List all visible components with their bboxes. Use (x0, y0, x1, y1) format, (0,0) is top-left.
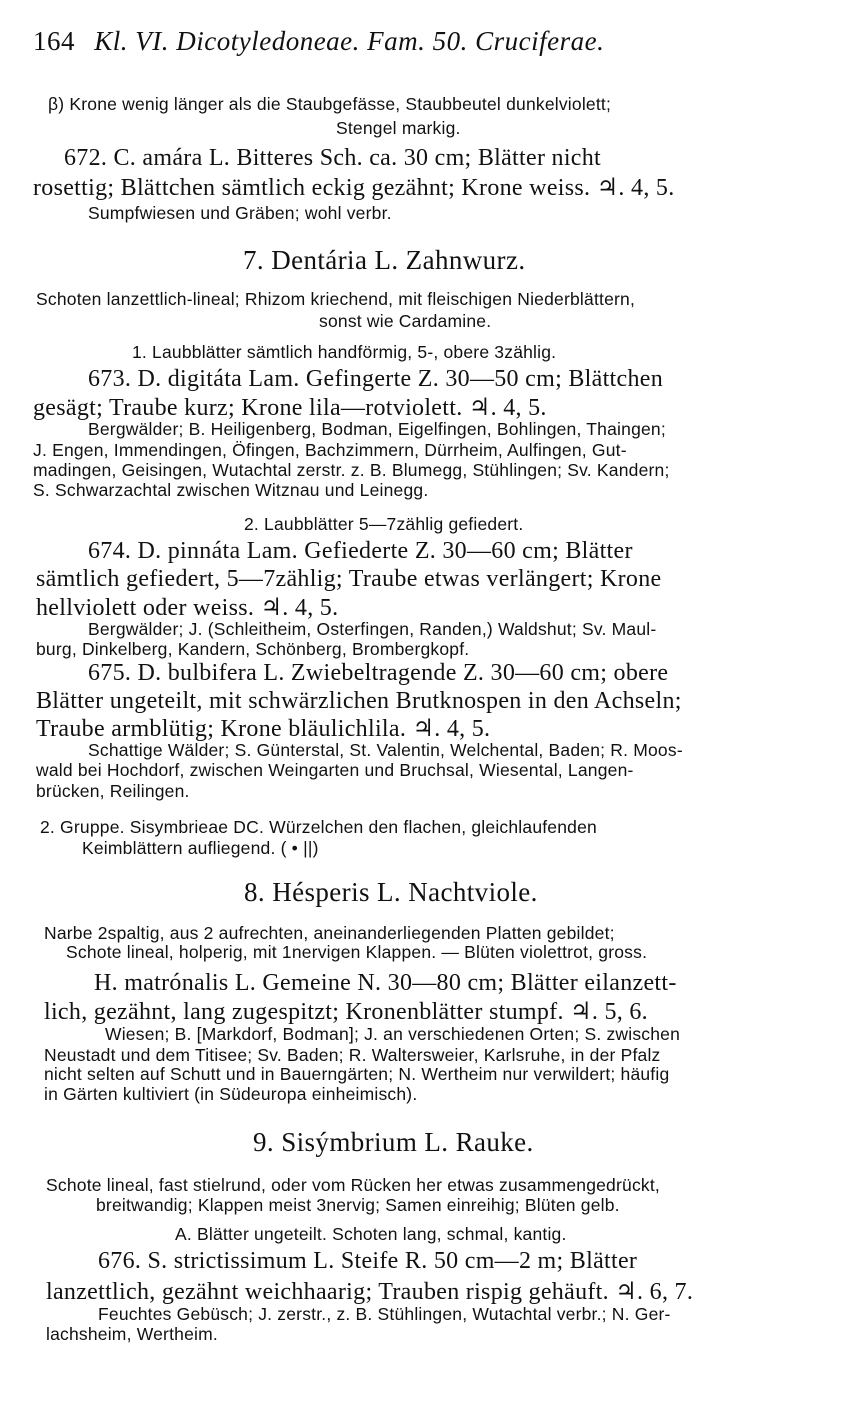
species-676-locations-2: lachsheim, Wertheim. (46, 1324, 218, 1344)
species-673-locations-3: madingen, Geisingen, Wutachtal zerstr. z. B. Blumegg, Stühlingen; Sv. Kandern; (33, 460, 670, 480)
page-header (33, 26, 604, 57)
variety-beta-line-2: Stengel markig. (336, 118, 461, 138)
species-676-locations-1: Feuchtes Gebüsch; J. zerstr., z. B. Stühlingen, Wutachtal verbr.; N. Ger- (98, 1304, 671, 1324)
species-673-line-2: gesägt; Traube kurz; Krone lila—rotviolett. ♃. 4, 5. (33, 395, 547, 421)
species-matronalis-line-1: H. matrónalis L. Gemeine N. 30—80 cm; Blätter eilanzett- (94, 970, 677, 996)
genus-dentaria-description-2: sonst wie Cardamine. (319, 311, 492, 331)
species-673-locations-1: Bergwälder; B. Heiligenberg, Bodman, Eigelfingen, Bohlingen, Thaingen; (88, 419, 666, 439)
key-item-1: 1. Laubblätter sämtlich handförmig, 5-, obere 3zählig. (132, 342, 557, 362)
species-673-locations-4: S. Schwarzachtal zwischen Witznau und Leinegg. (33, 480, 429, 500)
species-matronalis-locations-3: nicht selten auf Schutt und in Bauerngärten; N. Wertheim nur verwildert; häufig (44, 1064, 670, 1084)
species-673-locations-2: J. Engen, Immendingen, Öfingen, Bachzimmern, Dürrheim, Aulfingen, Gut- (33, 440, 627, 460)
group-heading-line-2: Keimblättern aufliegend. ( • ||) (82, 838, 319, 858)
variety-beta-line-1: β) Krone wenig länger als die Staubgefässe, Staubbeutel dunkelviolett; (48, 94, 612, 114)
species-674-line-3: hellviolett oder weiss. ♃. 4, 5. (36, 595, 339, 621)
genus-heading-sisymbrium: 9. Sisýmbrium L. Rauke. (253, 1127, 534, 1157)
genus-dentaria-description-1: Schoten lanzettlich-lineal; Rhizom kriechend, mit fleischigen Niederblättern, (36, 289, 636, 309)
running-title: Kl. VI. Dicotyledoneae. Fam. 50. Cruciferae. (94, 26, 605, 56)
species-matronalis-locations-2: Neustadt und dem Titisee; Sv. Baden; R. Waltersweier, Karlsruhe, in der Pfalz (44, 1045, 661, 1065)
species-676-line-2: lanzettlich, gezähnt weichhaarig; Trauben rispig gehäuft. ♃. 6, 7. (46, 1279, 694, 1305)
species-673-line-1: 673. D. digitáta Lam. Gefingerte Z. 30—50 cm; Blättchen (88, 366, 664, 392)
species-672-line-2: rosettig; Blättchen sämtlich eckig gezähnt; Krone weiss. ♃. 4, 5. (33, 175, 675, 201)
species-674-line-1: 674. D. pinnáta Lam. Gefiederte Z. 30—60 cm; Blätter (88, 538, 633, 564)
genus-hesperis-description-2: Schote lineal, holperig, mit 1nervigen Klappen. — Blüten violettrot, gross. (66, 942, 648, 962)
genus-heading-hesperis: 8. Hésperis L. Nachtviole. (244, 877, 538, 907)
key-item-2: 2. Laubblätter 5—7zählig gefiedert. (244, 514, 524, 534)
species-675-line-2: Blätter ungeteilt, mit schwärzlichen Brutknospen in den Achseln; (36, 688, 682, 714)
species-672-line-1: 672. C. amára L. Bitteres Sch. ca. 30 cm; Blätter nicht (64, 145, 602, 171)
key-item-a: A. Blätter ungeteilt. Schoten lang, schmal, kantig. (175, 1224, 567, 1244)
species-674-locations-1: Bergwälder; J. (Schleitheim, Osterfingen, Randen,) Waldshut; Sv. Maul- (88, 619, 657, 639)
species-matronalis-locations-1: Wiesen; B. [Markdorf, Bodman]; J. an verschiedenen Orten; S. zwischen (105, 1024, 681, 1044)
species-675-locations-2: wald bei Hochdorf, zwischen Weingarten und Bruchsal, Wiesental, Langen- (36, 760, 634, 780)
species-675-locations-1: Schattige Wälder; S. Günterstal, St. Valentin, Welchental, Baden; R. Moos- (88, 740, 683, 760)
genus-hesperis-description-1: Narbe 2spaltig, aus 2 aufrechten, aneinanderliegenden Platten gebildet; (44, 923, 615, 943)
page-number: 164 (33, 26, 75, 56)
species-matronalis-locations-4: in Gärten kultiviert (in Südeuropa einheimisch). (44, 1084, 418, 1104)
species-675-locations-3: brücken, Reilingen. (36, 781, 190, 801)
species-675-line-3: Traube armblütig; Krone bläulichlila. ♃. 4, 5. (36, 716, 491, 742)
species-672-locations: Sumpfwiesen und Gräben; wohl verbr. (88, 203, 392, 223)
group-heading-line-1: 2. Gruppe. Sisymbrieae DC. Würzelchen den flachen, gleichlaufenden (40, 817, 597, 837)
species-676-line-1: 676. S. strictissimum L. Steife R. 50 cm—2 m; Blätter (98, 1248, 638, 1274)
species-675-line-1: 675. D. bulbifera L. Zwiebeltragende Z. 30—60 cm; obere (88, 660, 669, 686)
species-674-line-2: sämtlich gefiedert, 5—7zählig; Traube etwas verlängert; Krone (36, 566, 662, 592)
genus-sisymbrium-description-2: breitwandig; Klappen meist 3nervig; Samen einreihig; Blüten gelb. (96, 1195, 620, 1215)
genus-heading-dentaria: 7. Dentária L. Zahnwurz. (243, 245, 526, 275)
species-matronalis-line-2: lich, gezähnt, lang zugespitzt; Kronenblätter stumpf. ♃. 5, 6. (44, 999, 648, 1025)
genus-sisymbrium-description-1: Schote lineal, fast stielrund, oder vom Rücken her etwas zusammengedrückt, (46, 1175, 660, 1195)
species-674-locations-2: burg, Dinkelberg, Kandern, Schönberg, Brombergkopf. (36, 639, 470, 659)
